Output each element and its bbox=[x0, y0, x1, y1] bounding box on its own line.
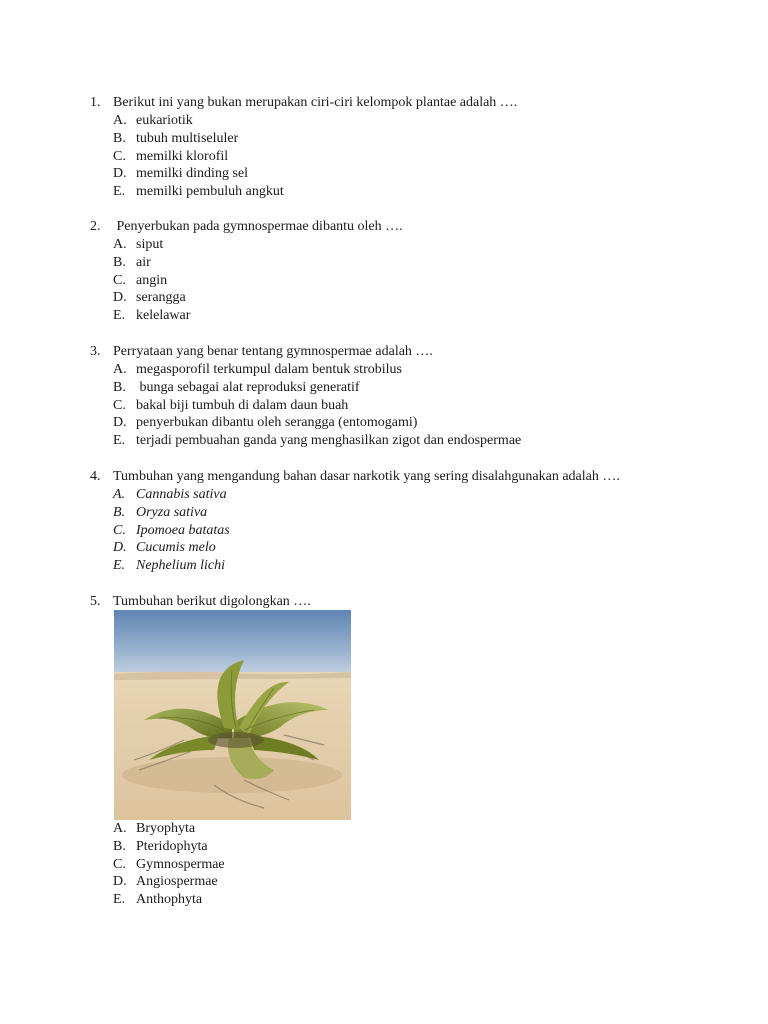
question-text: Penyerbukan pada gymnospermae dibantu oleh …. bbox=[113, 219, 403, 234]
option-a bbox=[90, 236, 710, 254]
plant-illustration bbox=[114, 610, 351, 820]
option-letter: C. bbox=[113, 522, 126, 538]
question-5 bbox=[90, 593, 710, 611]
option-text: Nephelium lichi bbox=[136, 558, 226, 574]
question-number: 2. bbox=[90, 219, 101, 234]
option-letter: D. bbox=[113, 166, 127, 182]
option-c bbox=[90, 856, 490, 874]
option-letter: B. bbox=[113, 379, 126, 395]
option-e bbox=[90, 183, 710, 201]
option-e bbox=[90, 307, 710, 325]
answer-options bbox=[90, 112, 710, 201]
answer-options bbox=[90, 820, 490, 909]
question-3 bbox=[90, 343, 710, 450]
option-letter: D. bbox=[113, 874, 127, 890]
option-letter: E. bbox=[113, 558, 126, 574]
answer-options bbox=[90, 361, 710, 450]
option-letter: B. bbox=[113, 504, 126, 520]
option-text: memilki pembuluh angkut bbox=[136, 184, 284, 200]
option-letter: A. bbox=[113, 362, 127, 377]
option-text: siput bbox=[136, 237, 164, 252]
option-letter: C. bbox=[113, 272, 126, 288]
answer-options bbox=[90, 236, 710, 325]
option-a bbox=[90, 820, 490, 838]
option-letter: C. bbox=[113, 397, 126, 413]
option-text: Ipomoea batatas bbox=[136, 522, 230, 538]
option-letter: E. bbox=[113, 433, 126, 449]
option-text: bunga sebagai alat reproduksi generatif bbox=[136, 379, 360, 395]
option-letter: E. bbox=[113, 308, 126, 324]
option-d bbox=[90, 539, 710, 557]
option-letter: A. bbox=[113, 821, 127, 836]
option-c bbox=[90, 272, 710, 290]
option-text: Cannabis sativa bbox=[136, 487, 227, 502]
question-number: 4. bbox=[90, 469, 101, 484]
question-5-stem bbox=[90, 593, 710, 611]
option-text: eukariotik bbox=[136, 113, 193, 128]
option-letter: B. bbox=[113, 254, 126, 270]
question-text: Perryataan yang benar tentang gymnospermae adalah …. bbox=[113, 344, 433, 359]
option-text: Cucumis melo bbox=[136, 540, 216, 556]
option-b bbox=[90, 130, 710, 148]
option-text: kelelawar bbox=[136, 308, 191, 324]
option-text: tubuh multiseluler bbox=[136, 130, 239, 146]
answer-options bbox=[90, 486, 710, 575]
option-text: memilki dinding sel bbox=[136, 166, 248, 182]
question-1-stem bbox=[90, 94, 710, 112]
option-letter: C. bbox=[113, 148, 126, 164]
option-d bbox=[90, 289, 710, 307]
option-e bbox=[90, 432, 710, 450]
option-text: Angiospermae bbox=[136, 874, 218, 890]
option-text: memilki klorofil bbox=[136, 148, 229, 164]
option-a bbox=[90, 486, 710, 504]
option-b bbox=[90, 504, 710, 522]
option-letter: D. bbox=[113, 290, 127, 306]
option-e bbox=[90, 557, 710, 575]
option-d bbox=[90, 165, 710, 183]
option-b bbox=[90, 379, 710, 397]
option-text: Pteridophyta bbox=[136, 838, 208, 854]
question-2-stem bbox=[90, 218, 710, 236]
option-letter: A. bbox=[113, 487, 126, 502]
question-5-options bbox=[90, 820, 490, 909]
option-text: Oryza sativa bbox=[136, 504, 208, 520]
option-letter: B. bbox=[113, 130, 126, 146]
option-c bbox=[90, 522, 710, 540]
question-2 bbox=[90, 218, 710, 325]
option-letter: D. bbox=[113, 540, 127, 556]
question-number: 3. bbox=[90, 344, 101, 359]
welwitschia-plant-photo bbox=[114, 610, 351, 820]
question-4 bbox=[90, 468, 710, 575]
option-text: Gymnospermae bbox=[136, 856, 225, 872]
option-text: serangga bbox=[136, 290, 186, 306]
option-a bbox=[90, 361, 710, 379]
option-text: angin bbox=[136, 272, 168, 288]
option-d bbox=[90, 414, 710, 432]
option-text: bakal biji tumbuh di dalam daun buah bbox=[136, 397, 349, 413]
option-letter: C. bbox=[113, 856, 126, 872]
question-3-stem bbox=[90, 343, 710, 361]
question-number: 1. bbox=[90, 95, 101, 110]
option-c bbox=[90, 148, 710, 166]
option-d bbox=[90, 873, 490, 891]
option-b bbox=[90, 838, 490, 856]
option-text: Anthophyta bbox=[136, 892, 203, 908]
option-text: air bbox=[136, 254, 151, 270]
question-text: Berikut ini yang bukan merupakan ciri-ciri kelompok plantae adalah …. bbox=[113, 95, 518, 110]
option-a bbox=[90, 112, 710, 130]
question-4-stem bbox=[90, 468, 710, 486]
question-1 bbox=[90, 94, 710, 201]
option-letter: D. bbox=[113, 415, 127, 431]
question-text: Tumbuhan berikut digolongkan …. bbox=[113, 594, 311, 609]
option-e bbox=[90, 891, 490, 909]
option-letter: A. bbox=[113, 113, 127, 128]
option-text: penyerbukan dibantu oleh serangga (entomogami) bbox=[136, 415, 418, 431]
option-letter: E. bbox=[113, 184, 126, 200]
option-text: terjadi pembuahan ganda yang menghasilkan zigot dan endospermae bbox=[136, 433, 522, 449]
option-letter: E. bbox=[113, 892, 126, 908]
option-letter: B. bbox=[113, 838, 126, 854]
question-number: 5. bbox=[90, 594, 101, 609]
option-text: megasporofil terkumpul dalam bentuk strobilus bbox=[136, 362, 402, 377]
option-letter: A. bbox=[113, 237, 127, 252]
option-text: Bryophyta bbox=[136, 821, 196, 836]
question-text: Tumbuhan yang mengandung bahan dasar narkotik yang sering disalahgunakan adalah …. bbox=[113, 469, 620, 484]
option-b bbox=[90, 254, 710, 272]
option-c bbox=[90, 397, 710, 415]
